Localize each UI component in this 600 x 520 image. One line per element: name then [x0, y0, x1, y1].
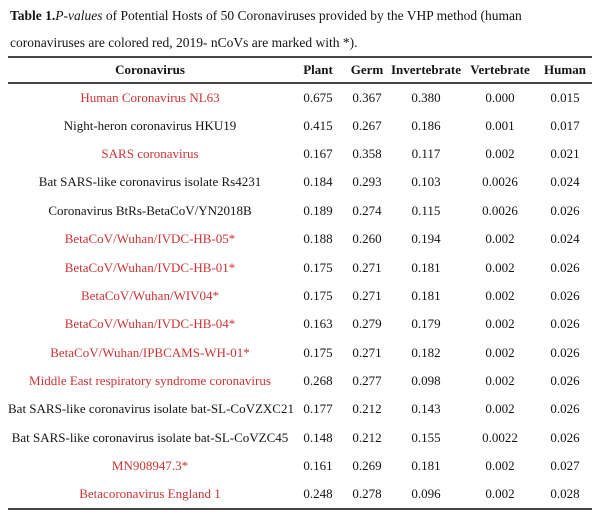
pvalue-cell: 0.0026 — [482, 202, 518, 218]
table-row — [8, 225, 592, 253]
coronavirus-name-cell: Coronavirus BtRs-BetaCoV/YN2018B — [48, 202, 252, 218]
pvalue-cell: 0.188 — [303, 231, 333, 247]
pvalue-cell: 0.024 — [550, 174, 580, 190]
column-header-invertebrate: Invertebrate — [390, 62, 462, 77]
pvalue-cell: 0.026 — [550, 287, 580, 303]
pvalue-cell: 0.367 — [352, 89, 382, 105]
column-header-germ: Germ — [350, 62, 384, 77]
pvalue-cell: 0.002 — [485, 231, 515, 247]
coronavirus-name-cell: Human Coronavirus NL63 — [80, 89, 220, 105]
coronavirus-name-cell: MN908947.3* — [111, 458, 189, 474]
caption-line-2: coronaviruses are colored red, 2019- nCoVs are marked with *). — [10, 35, 358, 50]
table-row — [8, 168, 592, 196]
table-row — [8, 310, 592, 338]
table-row — [8, 282, 592, 310]
coronavirus-name-cell: BetaCoV/Wuhan/WIV04* — [80, 287, 220, 303]
pvalue-cell: 0.278 — [352, 486, 382, 502]
pvalue-cell: 0.293 — [352, 174, 382, 190]
pvalue-cell: 0.027 — [550, 458, 580, 474]
pvalue-cell: 0.380 — [411, 89, 441, 105]
pvalue-cell: 0.115 — [411, 202, 441, 218]
pvalue-cell: 0.260 — [352, 231, 382, 247]
pvalue-cell: 0.358 — [352, 145, 382, 161]
pvalue-cell: 0.026 — [550, 259, 580, 275]
pvalue-cell: 0.026 — [550, 202, 580, 218]
pvalue-cell: 0.277 — [352, 373, 382, 389]
pvalue-cell: 0.179 — [411, 316, 441, 332]
pvalue-cell: 0.189 — [303, 202, 333, 218]
pvalue-cell: 0.143 — [411, 401, 441, 417]
pvalue-cell: 0.002 — [485, 344, 515, 360]
pvalue-cell: 0.186 — [411, 117, 441, 133]
pvalue-cell: 0.002 — [485, 373, 515, 389]
pvalue-cell: 0.212 — [352, 429, 382, 445]
pvalue-cell: 0.021 — [550, 145, 580, 161]
coronavirus-name-cell: BetaCoV/Wuhan/IVDC-HB-05* — [64, 231, 236, 247]
pvalue-cell: 0.002 — [485, 287, 515, 303]
pvalue-cell: 0.675 — [303, 89, 333, 105]
caption-table-label: Table 1. — [10, 8, 56, 23]
coronavirus-name-cell: Betacoronavirus England 1 — [79, 486, 221, 502]
column-header-human: Human — [544, 62, 586, 77]
pvalue-cell: 0.148 — [303, 429, 333, 445]
coronavirus-name-cell: BetaCoV/Wuhan/IPBCAMS-WH-01* — [50, 344, 250, 360]
pvalue-cell: 0.002 — [485, 145, 515, 161]
coronavirus-name-cell: Bat SARS-like coronavirus isolate Rs4231 — [38, 174, 262, 190]
pvalue-cell: 0.000 — [485, 89, 515, 105]
column-header-plant: Plant — [303, 62, 333, 77]
pvalue-cell: 0.002 — [485, 316, 515, 332]
pvalue-cell: 0.212 — [352, 401, 382, 417]
pvalue-cell: 0.001 — [485, 117, 515, 133]
table-row — [8, 111, 592, 139]
pvalue-cell: 0.182 — [411, 344, 441, 360]
pvalue-cell: 0.271 — [352, 344, 382, 360]
coronavirus-name-cell: BetaCoV/Wuhan/IVDC-HB-01* — [64, 259, 236, 275]
table-row — [8, 367, 592, 395]
pvalues-table — [8, 56, 592, 510]
table-caption — [0, 0, 600, 56]
pvalue-cell: 0.002 — [485, 486, 515, 502]
header-row — [8, 57, 592, 83]
pvalue-cell: 0.096 — [411, 486, 441, 502]
table-row — [8, 452, 592, 480]
pvalue-cell: 0.175 — [303, 344, 333, 360]
pvalue-cell: 0.015 — [550, 89, 580, 105]
pvalue-cell: 0.026 — [550, 401, 580, 417]
pvalue-cell: 0.279 — [352, 316, 382, 332]
pvalue-cell: 0.415 — [303, 117, 333, 133]
pvalue-cell: 0.002 — [485, 401, 515, 417]
pvalue-cell: 0.175 — [303, 287, 333, 303]
pvalue-cell: 0.103 — [411, 174, 441, 190]
pvalue-cell: 0.0026 — [482, 174, 518, 190]
coronavirus-name-cell: Night-heron coronavirus HKU19 — [63, 117, 237, 133]
pvalue-cell: 0.175 — [303, 259, 333, 275]
pvalue-cell: 0.181 — [411, 259, 441, 275]
pvalue-cell: 0.271 — [352, 259, 382, 275]
pvalue-cell: 0.274 — [352, 202, 382, 218]
caption-pvalues-italic: P-values — [55, 8, 103, 23]
pvalue-cell: 0.194 — [411, 231, 441, 247]
column-header-vertebrate: Vertebrate — [470, 62, 530, 77]
coronavirus-name-cell: Bat SARS-like coronavirus isolate bat-SL-CoVZXC21 — [8, 401, 294, 417]
pvalue-cell: 0.028 — [550, 486, 580, 502]
table-row — [8, 197, 592, 225]
caption-line1-text: of Potential Hosts of 50 Coronaviruses provided by the VHP method (human — [102, 8, 522, 23]
pvalue-cell: 0.026 — [550, 429, 580, 445]
pvalue-cell: 0.167 — [303, 145, 333, 161]
pvalue-cell: 0.002 — [485, 458, 515, 474]
table-row — [8, 339, 592, 367]
pvalue-cell: 0.017 — [550, 117, 580, 133]
pvalue-cell: 0.026 — [550, 373, 580, 389]
pvalue-cell: 0.248 — [303, 486, 333, 502]
coronavirus-name-cell: Bat SARS-like coronavirus isolate bat-SL-CoVZC45 — [11, 429, 289, 445]
table-body — [8, 83, 592, 509]
pvalue-cell: 0.161 — [303, 458, 333, 474]
pvalue-cell: 0.117 — [411, 145, 441, 161]
pvalue-cell: 0.267 — [352, 117, 382, 133]
pvalue-cell: 0.181 — [411, 287, 441, 303]
pvalue-cell: 0.002 — [485, 259, 515, 275]
pvalue-cell: 0.184 — [303, 174, 333, 190]
table-row — [8, 83, 592, 111]
coronavirus-name-cell: Middle East respiratory syndrome coronavirus — [29, 373, 271, 389]
pvalue-cell: 0.177 — [303, 401, 333, 417]
pvalue-cell: 0.181 — [411, 458, 441, 474]
pvalue-cell: 0.024 — [550, 231, 580, 247]
column-header-coronavirus: Coronavirus — [115, 62, 185, 77]
table-row — [8, 395, 592, 423]
table-row — [8, 480, 592, 508]
table-row — [8, 140, 592, 168]
pvalue-cell: 0.026 — [550, 344, 580, 360]
coronavirus-name-cell: BetaCoV/Wuhan/IVDC-HB-04* — [64, 316, 236, 332]
pvalue-cell: 0.268 — [303, 373, 333, 389]
table-row — [8, 424, 592, 452]
pvalue-cell: 0.271 — [352, 287, 382, 303]
pvalue-cell: 0.098 — [411, 373, 441, 389]
pvalue-cell: 0.026 — [550, 316, 580, 332]
table-row — [8, 253, 592, 281]
pvalue-cell: 0.269 — [352, 458, 382, 474]
coronavirus-name-cell: SARS coronavirus — [101, 145, 199, 161]
pvalue-cell: 0.0022 — [482, 429, 518, 445]
caption-line-1 — [10, 2, 590, 29]
pvalue-cell: 0.163 — [303, 316, 333, 332]
pvalue-cell: 0.155 — [411, 429, 441, 445]
